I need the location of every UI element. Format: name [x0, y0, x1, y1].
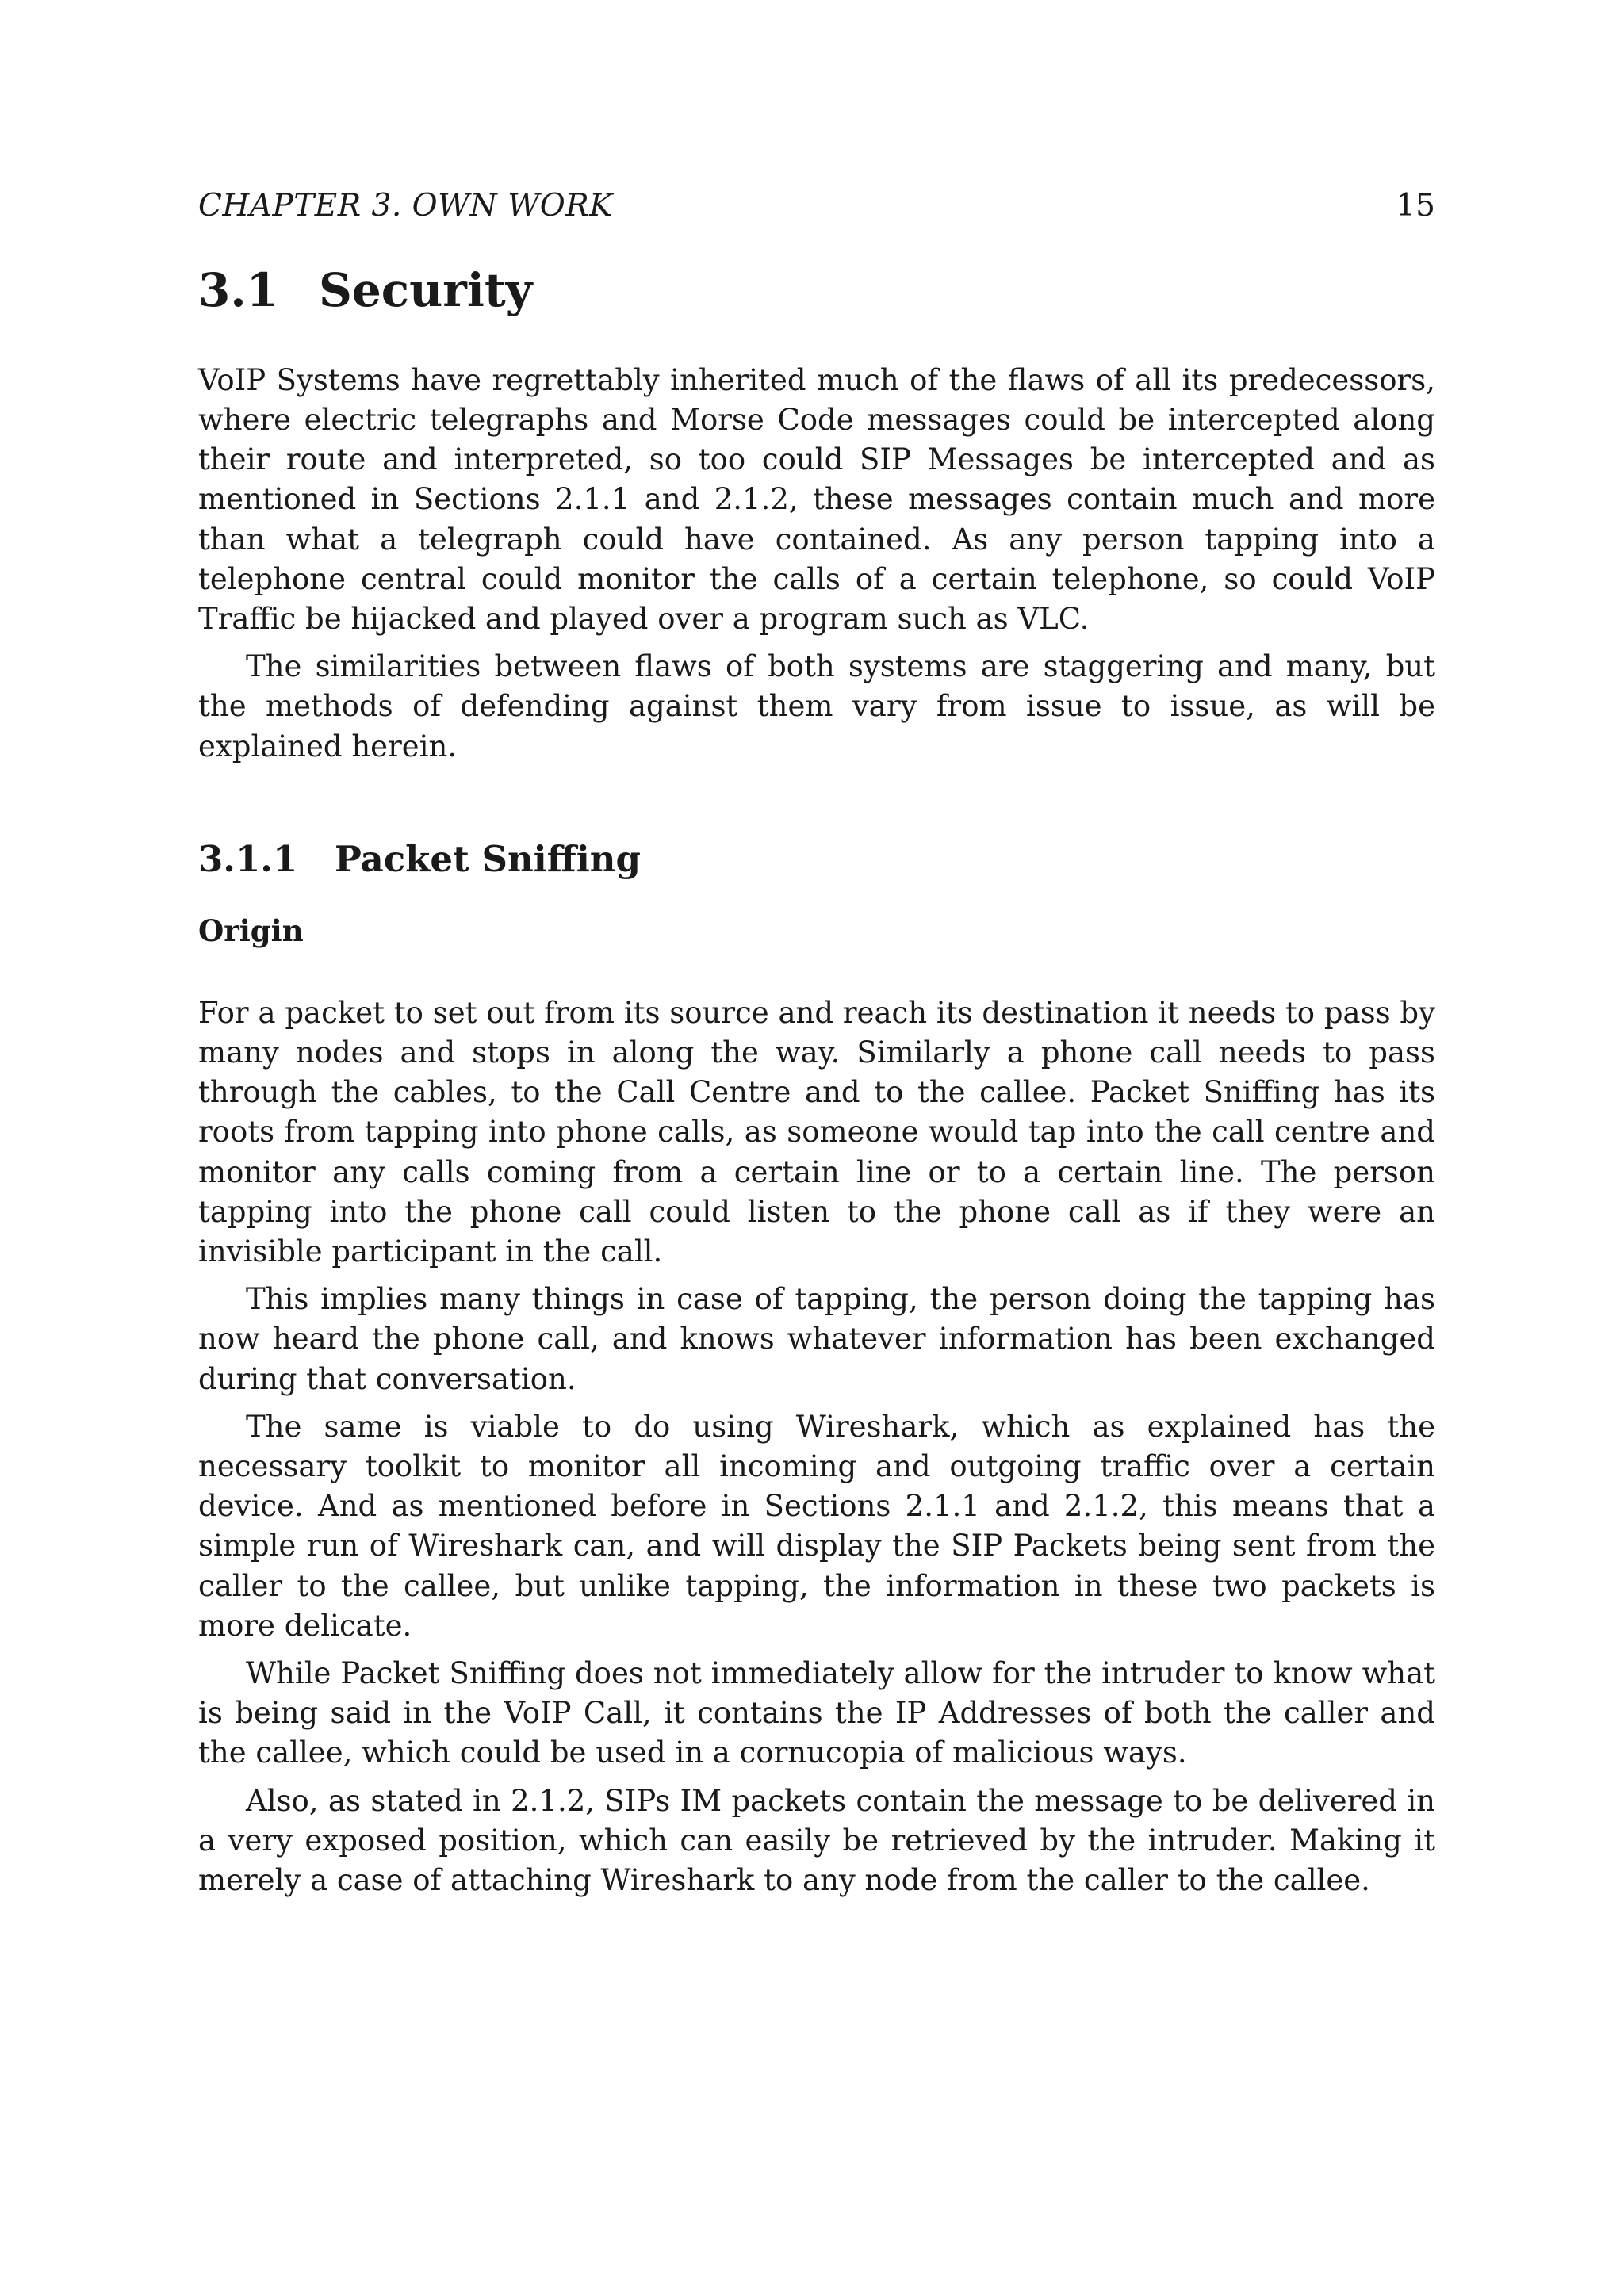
page-number: 15 — [1396, 188, 1435, 224]
paragraph: For a packet to set out from its source and reach its destination it needs to pass by many nodes and stops in along the way. Similarly a phone call needs to pass through the cables, to the Call Centre and to the callee. Packet Sniffing has its roots from tapping into phone calls, as someone would tap into the call centre and monitor any calls coming from a certain line or to a certain line. The person tapping into the phone call could listen to the phone call as if they were an invisible participant in the call. — [198, 995, 1435, 1269]
paragraph: The same is viable to do using Wireshark, which as explained has the necessary toolkit to monitor all incoming and outgoing traffic over a certain device. And as mentioned before in Sections 2.1.1 and 2.1.2, this means that a simple run of Wireshark can, and will display the SIP Packets being sent from the caller to the callee, but unlike tapping, the information in these two packets is more delicate. — [198, 1409, 1435, 1643]
paragraph: This implies many things in case of tapping, the person doing the tapping has now heard the phone call, and knows whatever information has been exchanged during that conversation. — [198, 1282, 1435, 1396]
chapter-label: CHAPTER 3. OWN WORK — [198, 188, 613, 224]
paragraph: While Packet Sniffing does not immediately allow for the intruder to know what is being said in the VoIP Call, it contains the IP Addresses of both the caller and the callee, which could be used in a cornucopia of malicious ways. — [198, 1655, 1435, 1770]
paragraph: The similarities between flaws of both systems are staggering and many, but the methods of defending against them vary from issue to issue, as will be explained herein. — [198, 649, 1435, 763]
subsection-number: 3.1.1 — [198, 837, 298, 880]
paragraph: Also, as stated in 2.1.2, SIPs IM packets contain the message to be delivered in a very exposed position, which can easily be retrieved by the intruder. Making it merely a case of attaching Wireshark to any node from the caller to the callee. — [198, 1783, 1435, 1897]
paragraph: VoIP Systems have regrettably inherited much of the flaws of all its predecessors, where electric telegraphs and Morse Code messages could be intercepted along their route and interpreted, so too could SIP Messages be intercepted and as mentioned in Sections 2.1.1 and 2.1.2, these messages contain much and more than what a telegraph could have contained. As any person tapping into a telephone central could monitor the calls of a certain telephone, so could VoIP Traffic be hijacked and played over a program such as VLC. — [198, 362, 1435, 637]
section-number: 3.1 — [198, 263, 278, 317]
paragraph-heading: Origin — [198, 913, 304, 949]
section-title: Security — [319, 263, 533, 317]
subsection-heading — [198, 837, 1435, 880]
running-header — [198, 188, 1435, 224]
document-page — [198, 190, 1435, 1900]
subsection-title: Packet Sniffing — [335, 837, 641, 880]
section-heading — [198, 263, 1435, 317]
